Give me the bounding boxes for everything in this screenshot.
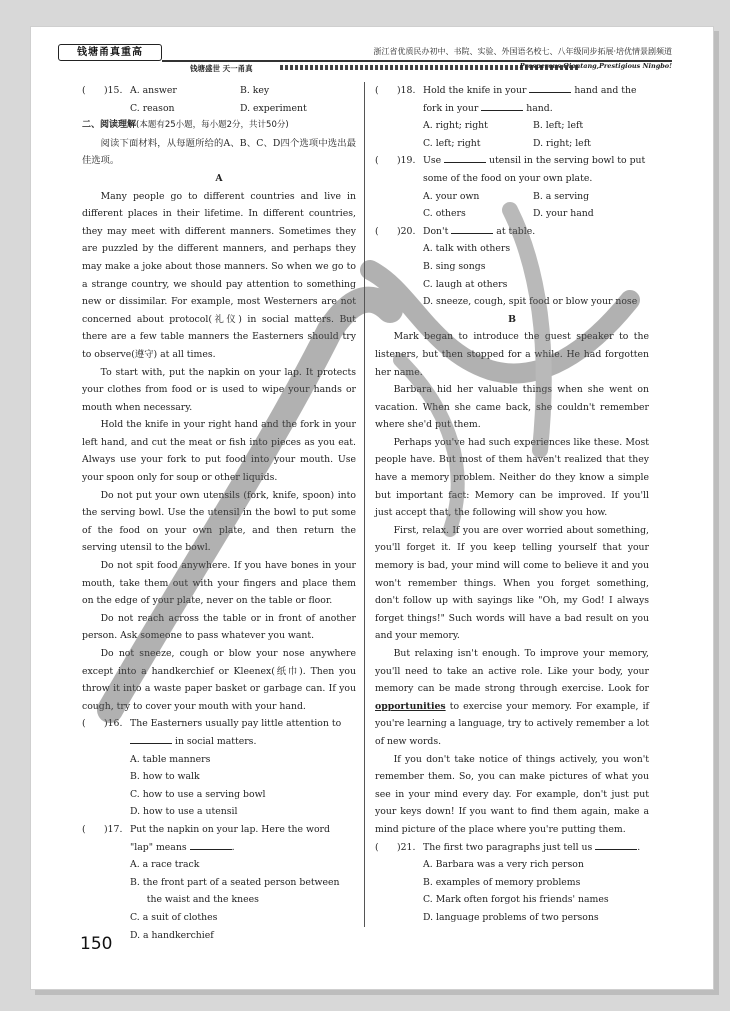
option-d: D. a handkerchief (130, 929, 214, 941)
column-divider (364, 82, 365, 927)
answer-blank[interactable] (190, 839, 232, 850)
answer-blank[interactable] (130, 733, 172, 744)
option-d: D. right; left (533, 137, 591, 149)
option-a: A. table manners (130, 753, 211, 765)
option-b: B. a serving (533, 190, 590, 202)
passage-a-paragraph: Do not put your own utensils (fork, knife, spoon) into the serving bowl. Use the utensil in the bowl to put some of the food on your own plate, and then return the serving utensil to the bowl. (82, 489, 356, 554)
option-d: D. your hand (533, 208, 594, 220)
option-b: B. how to walk (130, 771, 200, 783)
option-b: B. the front part of a seated person between the waist and the knees (130, 876, 340, 906)
highlighted-word: opportunities (375, 700, 446, 712)
answer-blank[interactable] (444, 152, 486, 163)
answer-blank[interactable] (595, 839, 637, 850)
option-d: D. sneeze, cough, spit food or blow your nose (423, 296, 638, 308)
answer-blank[interactable] (451, 223, 493, 234)
option-d: D. how to use a utensil (130, 806, 238, 818)
left-column (82, 82, 356, 944)
passage-b-paragraph: Mark began to introduce the guest speaker to the listeners, but then stopped for a while. He had forgotten her name. (375, 331, 649, 378)
option-a: A. right; right (423, 120, 488, 132)
section-instructions: 阅读下面材料，从每题所给的A、B、C、D四个选项中选出最佳选项。 (82, 137, 356, 167)
passage-b-paragraph: First, relax. If you are over worried about something, you'll forget it. If you keep telling yourself that your memory is bad, your mind will come to believe it and you won't remember things. When you forget something, don't follow up with sayings like "Oh, my God! I always forget things!" Such words will have a bad result on you and your memory. (375, 524, 649, 642)
page-number: 150 (80, 934, 113, 954)
question-16: ( )16. The Easterners usually pay little attention to in social matters. (82, 718, 342, 747)
brand-logo: 钱塘甬真重高 (58, 44, 162, 61)
passage-a-paragraph: Many people go to different countries and live in different places in their lifetime. In different countries, they may meet with different manners. Sometimes they are puzzled by the different manners, and perhaps they may make a joke about those manners. So when we go to a strange country, we should pay attention to something new or dissimilar. For example, most Westerners are not concerned about protocol(礼仪) in social matters. But there are a few table manners the Easterners should try to observe(遵守) at all times. (82, 190, 356, 360)
passage-b-paragraph: Barbara hid her valuable things when she went on vacation. When she came back, she couldn't remember where she'd put them. (375, 384, 649, 431)
section-title: 二、阅读理解(本题有25小题，每小题2分，共计50分) (82, 120, 289, 131)
passage-a-paragraph: Do not reach across the table or in front of another person. Ask someone to pass whatever you want. (82, 612, 356, 642)
passage-b-paragraph: But relaxing isn't enough. To improve your memory, you'll need to take an active role. Like your body, your memory can be made strong through exercise. Look for opportunities to exercise your memory. For example, if you're learning a language, try to actively remember a lot of new words. (375, 648, 649, 747)
question-15: ( )15. A. answer B. key (82, 82, 356, 100)
option-a: A. talk with others (423, 243, 511, 255)
question-20: ( )20. Don't at table. (375, 223, 649, 241)
question-19: ( )19. Use utensil in the serving bowl to put some of the food on your own plate. (375, 152, 649, 187)
section-note: (本题有25小题，每小题2分，共计50分) (136, 120, 289, 131)
passage-b-paragraph: Perhaps you've had such experiences like these. Most people have. But most of them haven't realized that they have a memory problem. Neither do they know a simple but important fact: Memory can be improved. If you'll just accept that, the following will show you how. (375, 436, 649, 519)
option-c: C. others (423, 208, 466, 220)
passage-a-paragraph: Do not spit food anywhere. If you have bones in your mouth, take them out with your fingers and place them on the edge of your plate, never on the table or floor. (82, 560, 356, 607)
page-header (58, 44, 672, 73)
header-english: Prosperous Qiantang,Prestigious Ningbo! (519, 62, 672, 70)
header-slogan: 钱塘盛世 天一甬真 (190, 64, 253, 73)
option-b: B. left; left (533, 120, 584, 132)
passage-b-label: B (508, 313, 516, 325)
passage-a-label: A (215, 172, 223, 184)
option-b: B. examples of memory problems (423, 876, 581, 888)
answer-blank[interactable] (481, 100, 523, 111)
header-title: 浙江省优质民办初中、书院、实验、外国语名校七、八年级同步拓展·培优情景剧频道 (373, 47, 672, 56)
option-c: C. reason (130, 102, 175, 114)
option-c: C. left; right (423, 137, 481, 149)
option-d: D. language problems of two persons (423, 911, 599, 923)
option-c: C. how to use a serving bowl (130, 788, 266, 800)
option-a: A. your own (423, 190, 480, 202)
option-c: C. laugh at others (423, 278, 508, 290)
option-b: B. key (240, 85, 270, 96)
option-c: C. a suit of clothes (130, 911, 218, 923)
option-b: B. sing songs (423, 260, 486, 272)
option-c: C. Mark often forgot his friends' names (423, 894, 609, 906)
passage-a-paragraph: Do not sneeze, cough or blow your nose anywhere except into a handkerchief or Kleenex(纸巾). Then you throw it into a waste paper basket or garbage can. If you cough, try to cover your mouth with your hand. (82, 648, 356, 712)
question-18: ( )18. Hold the knife in your hand and the fork in your hand. (375, 82, 649, 117)
answer-blank[interactable] (529, 82, 571, 93)
option-a: A. Barbara was a very rich person (423, 859, 584, 871)
passage-b-paragraph: If you don't take notice of things actively, you won't remember them. So, you can make pictures of what you see in your mind every day. For example, don't just put your keys down! If you want to find them again, make a mind picture of the place where you're putting them. (375, 753, 649, 835)
passage-a-paragraph: Hold the knife in your right hand and the fork in your left hand, and cut the meat or fish into pieces as you eat. Always use your fork to put food into your mouth. Use your spoon only for soup or other liquids. (82, 419, 356, 484)
right-column (375, 82, 649, 927)
option-a: A. a race track (130, 859, 200, 871)
question-17: ( )17. Put the napkin on your lap. Here the word "lap" means . (82, 823, 330, 853)
passage-a-paragraph: To start with, put the napkin on your lap. It protects your clothes from food or is used to wipe your hands or mouth when necessary. (82, 366, 356, 413)
question-21: ( )21. The first two paragraphs just tell us . (375, 839, 649, 857)
option-a: A. answer (130, 85, 177, 96)
option-d: D. experiment (240, 102, 307, 114)
